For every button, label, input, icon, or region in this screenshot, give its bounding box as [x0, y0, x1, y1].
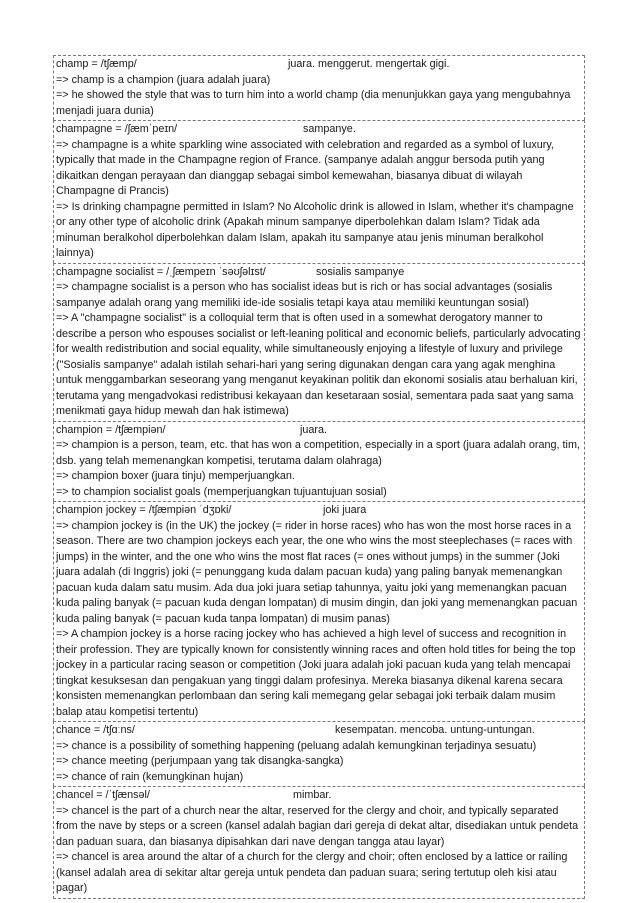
- meaning: joki juara: [323, 504, 367, 516]
- definition-line: => chance is a possibility of something happening (peluang adalah kemungkinan terjadinya sesuatu): [56, 739, 537, 752]
- entry-header: [56, 423, 582, 439]
- entry-champagne: [53, 120, 585, 263]
- meaning: sampanye.: [303, 123, 356, 135]
- entry-champagne-socialist: [53, 263, 585, 421]
- definition-line: => champion is a person, team, etc. that has won a competition, especially in a sport (juara adalah orang, tim, dsb. yang telah memenangkan kompetisi, terutama dalam olahraga): [56, 439, 580, 467]
- definition-line: => champagne socialist is a person who has socialist ideas but is rich or has social advantages (sosialis sampanye adalah orang yang memiliki ide-ide sosialis tetapi kaya atau memiliki keuntungan sosial): [56, 281, 553, 309]
- definition-line: => champion jockey is (in the UK) the jockey (= rider in horse races) who has won the most horse races in a season. There are two champion jockeys each year, the one who wins the most steeplechases (= races with jumps) in the winter, and the one who wins the most flat races (= ones without jumps) in the summer (Joki juara adalah (di Inggris) joki (= penunggang kuda dalam pacuan kuda) yang paling banyak memenangkan pacuan kuda dalam satu musim. Ada dua joki juara setiap tahunnya, yaitu joki yang memenangkan pacuan kuda paling banyak (= pacuan kuda dengan lompatan) di musim dingin, dan joki yang memenangkan pacuan kuda paling banyak (= pacuan kuda tanpa lompatan) di musim panas): [56, 519, 578, 625]
- headword: champ = /tʃæmp/: [56, 58, 137, 70]
- meaning: juara. menggerut. mengertak gigi.: [288, 58, 450, 70]
- entry-header: [56, 503, 582, 519]
- definition-line: => A "champagne socialist" is a colloquial term that is often used in a somewhat derogatory manner to describe a person who espouses socialist or left-leaning political and economic beliefs, particularly advocating for wealth redistribution and social equality, while simultaneously enjoying a lifestyle of luxury and privilege ("Sosialis sampanye" adalah istilah sehari-hari yang sering digunakan dengan cara yang agak menghina untuk menggambarkan seseorang yang menganut keyakinan politik dan ekonomi sosialis atau berhaluan kiri, terutama yang mengadvokasi redistribusi kekayaan dan kesetaraan sosial, sementara pada saat yang sama menikmati gaya hidup mewah dan hak istimewa): [56, 312, 581, 417]
- definition-line: => to champion socialist goals (memperjuangkan tujuantujuan sosial): [56, 485, 387, 498]
- headword: champagne socialist = /ˌʃæmpeɪn ˈsəʊʃəlɪst/: [56, 265, 266, 278]
- dictionary-page: [53, 55, 585, 899]
- definition-line: => champagne is a white sparkling wine associated with celebration and regarded as a symbol of luxury, typically that made in the Champagne region of France. (sampanye adalah anggur bersoda putih yang dikaitkan dengan perayaan dan dianggap sebagai simbol kemewahan, biasanya dibuat di wilayah Champagne di Prancis): [56, 138, 554, 197]
- meaning: juara.: [300, 423, 328, 436]
- meaning: mimbar.: [293, 789, 332, 801]
- entry-header: [56, 265, 582, 281]
- entry-chance: [53, 721, 585, 786]
- headword: champagne = /ʃæmˈpeɪn/: [56, 123, 178, 135]
- headword: chancel = /ˈtʃænsəl/: [56, 789, 150, 801]
- headword: champion = /tʃæmpiən/: [56, 423, 166, 436]
- definition-line: => Is drinking champagne permitted in Islam? No Alcoholic drink is allowed in Islam, whether it's champagne or any other type of alcoholic drink (Apakah minum sampanye diperbolehkan dalam Islam? Tidak ada minuman beralkohol diperbolehkan dalam Islam, apakah itu sampanye atau jenis minuman beralkohol lainnya): [56, 200, 574, 259]
- entry-header: [56, 122, 582, 138]
- definition-line: => chance of rain (kemungkinan hujan): [56, 770, 244, 783]
- entry-header: [56, 723, 582, 739]
- meaning: kesempatan. mencoba. untung-untungan.: [335, 724, 535, 736]
- entry-chancel: [53, 786, 585, 899]
- definition-line: => champion boxer (juara tinju) memperjuangkan.: [56, 470, 295, 482]
- headword: champion jockey = /tʃæmpiən ˈdʒɒki/: [56, 504, 232, 516]
- entry-champ: [53, 55, 585, 120]
- entry-header: [56, 57, 582, 73]
- meaning: sosialis sampanye: [316, 265, 405, 278]
- definition-line: => he showed the style that was to turn him into a world champ (dia menunjukkan gaya yang mengubahnya menjadi juara dunia): [56, 89, 571, 117]
- definition-line: => champ is a champion (juara adalah juara): [56, 73, 271, 86]
- headword: chance = /tʃɑːns/: [56, 724, 135, 736]
- entry-champion-jockey: [53, 501, 585, 721]
- definition-line: => chancel is the part of a church near the altar, reserved for the clergy and choir, and typically separated from the nave by steps or a screen (kansel adalah bagian dari gereja di dekat altar, disediakan untuk pendeta dan paduan suara, dan biasanya dipisahkan dari nave dengan tangga atau layar): [56, 804, 579, 848]
- definition-line: => A champion jockey is a horse racing jockey who has achieved a high level of success and recognition in their profession. They are typically known for consistently winning races and often hold titles for being the top jockey in a particular racing season or competition (Joki juara adalah joki pacuan kuda yang telah mencapai tingkat kesuksesan dan pengakuan yang tinggi dalam profesinya. Mereka biasanya dikenal karena secara konsisten memenangkan perlombaan dan sering kali memegang gelar sebagai joki terbaik dalam musim balap atau kompetisi tertentu): [56, 628, 576, 718]
- definition-line: => chance meeting (perjumpaan yang tak disangka-sangka): [56, 755, 344, 767]
- entry-header: [56, 788, 582, 804]
- entry-champion: [53, 421, 585, 502]
- definition-line: => chancel is area around the altar of a church for the clergy and choir; often enclosed by a lattice or railing (kansel adalah area di sekitar altar gereja untuk pendeta dan paduan suara; sering tertutup oleh kisi atau pagar): [56, 851, 568, 894]
